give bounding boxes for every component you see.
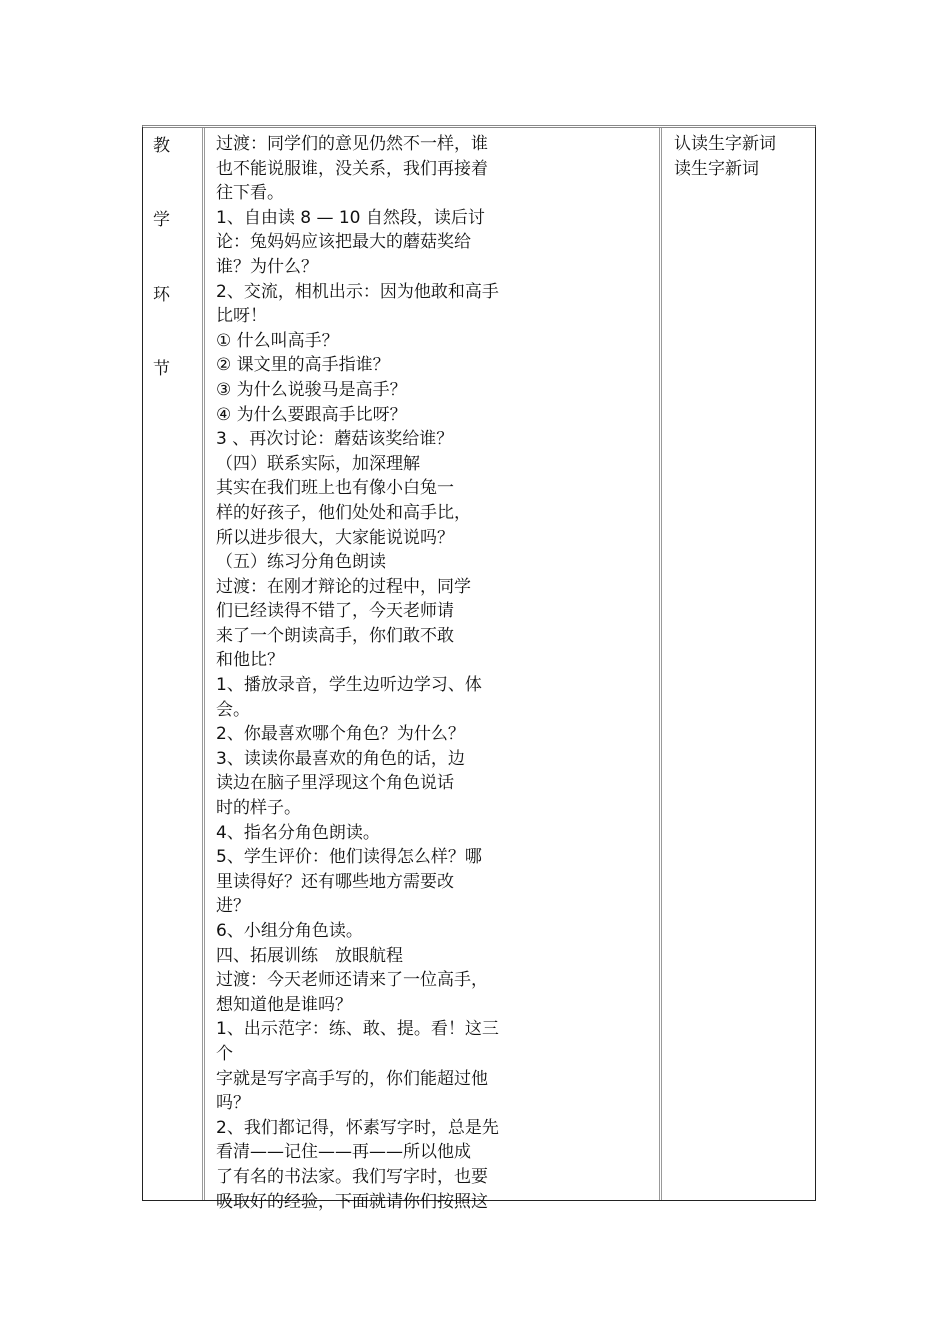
text-line: 进？	[216, 896, 250, 917]
text-line: ③ 为什么说骏马是高手？	[216, 379, 407, 400]
text-line: 比呀！	[216, 306, 267, 327]
text-line: 2、你最喜欢哪个角色？为什么？	[216, 724, 465, 745]
text-line: 谁？为什么？	[216, 256, 318, 277]
text-line: 往下看。	[216, 183, 284, 204]
text-line: 字就是写字高手写的，你们能超过他	[216, 1068, 488, 1089]
text-line: 会。	[216, 699, 250, 720]
text-line: 也不能说服谁，没关系，我们再接着	[216, 158, 488, 179]
text-line: 3、读读你最喜欢的角色的话，边	[216, 748, 465, 769]
text-line: 吗？	[216, 1093, 250, 1114]
text-line: ② 课文里的高手指谁？	[216, 355, 390, 376]
text-line: 了有名的书法家。我们写字时，也要	[216, 1166, 488, 1187]
text-line: 和他比？	[216, 650, 284, 671]
text-line: 样的好孩子，他们处处和高手比，	[216, 502, 471, 523]
text-line: 读边在脑子里浮现这个角色说话	[216, 773, 454, 794]
stage-char: 教	[153, 136, 170, 156]
teaching-process-text	[216, 132, 512, 1214]
activity-line: 读生字新词	[674, 158, 759, 179]
text-line: 6、小组分角色读。	[216, 921, 363, 941]
text-line: 过渡：在刚才辩论的过程中，同学	[216, 576, 471, 597]
text-line: 想知道他是谁吗？	[216, 994, 352, 1015]
text-line: 2、交流，相机出示：因为他敢和高手	[216, 281, 499, 302]
text-line: 2、我们都记得，怀素写字时，总是先	[216, 1117, 499, 1138]
student-activity-text	[674, 132, 776, 181]
text-line: 4、指名分角色朗读。	[216, 822, 380, 843]
text-line: 看清——记住——再——所以他成	[216, 1142, 471, 1163]
text-line: 5、学生评价：他们读得怎么样？哪	[216, 847, 482, 868]
text-line: （四）联系实际，加深理解	[216, 453, 420, 474]
text-line: 论：兔妈妈应该把最大的蘑菇奖给	[216, 232, 471, 253]
stage-char: 环	[153, 285, 170, 305]
activity-line: 认读生字新词	[674, 134, 776, 154]
student-activity-column	[662, 128, 815, 1200]
lesson-table	[142, 125, 816, 1212]
text-line: ① 什么叫高手？	[216, 330, 339, 351]
text-line: 来了一个朗读高手，你们敢不敢	[216, 625, 454, 646]
text-line: 3 、再次讨论：蘑菇该奖给谁？	[216, 429, 454, 450]
text-line: 1、自由读 8 — 10 自然段，读后讨	[216, 207, 485, 228]
text-line: 其实在我们班上也有像小白兔一	[216, 478, 454, 499]
text-line: 里读得好？还有哪些地方需要改	[216, 871, 454, 892]
stage-char: 学	[153, 210, 170, 230]
text-line: 1、出示范字：练、敢、提。看！这三个	[216, 1019, 499, 1064]
teaching-process-column	[205, 128, 662, 1212]
text-line: 1、播放录音，学生边听边学习、体	[216, 675, 482, 696]
text-line: 时的样子。	[216, 798, 301, 819]
text-line: 过渡：今天老师还请来了一位高手，	[216, 970, 488, 991]
text-line: 们已经读得不错了，今天老师请	[216, 601, 454, 622]
text-line: 所以进步很大，大家能说说吗？	[216, 527, 454, 548]
text-line: 过渡：同学们的意见仍然不一样，谁	[216, 134, 488, 154]
text-line: （五）练习分角色朗读	[216, 552, 386, 573]
stage-column	[143, 128, 205, 1200]
text-line: 四、拓展训练 放眼航程	[216, 945, 403, 966]
text-line: ④ 为什么要跟高手比呀？	[216, 404, 407, 425]
stage-char: 节	[153, 359, 170, 379]
text-line: 吸取好的经验，下面就请你们按照这	[216, 1191, 488, 1212]
